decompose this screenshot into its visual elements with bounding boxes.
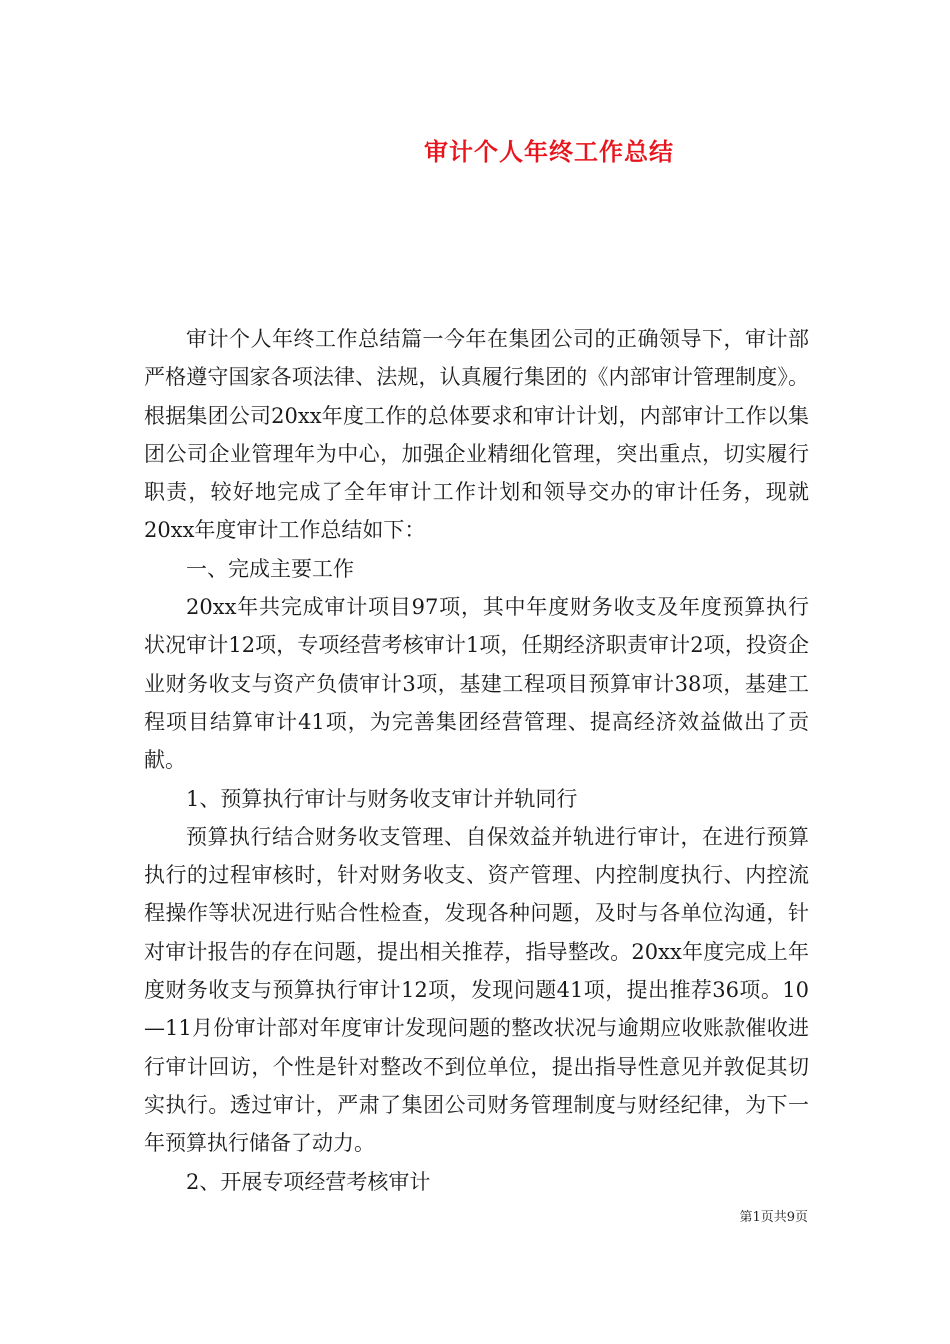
paragraph-intro: 审计个人年终工作总结篇一今年在集团公司的正确领导下，审计部严格遵守国家各项法律、法规，认真履行集团的《内部审计管理制度》。根据集团公司20xx年度工作的总体要求和审计计划，内部审计工作以集团公司企业管理年为中心，加强企业精细化管理，突出重点，切实履行职责，较好地完成了全年审计工作计划和领导交办的审计任务，现就20xx年度审计工作总结如下： (144, 327, 809, 543)
paragraph-budget-audit: 预算执行结合财务收支管理、自保效益并轨进行审计，在进行预算执行的过程审核时，针对财务收支、资产管理、内控制度执行、内控流程操作等状况进行贴合性检查，发现各种问题，及时与各单位沟通，针对审计报告的存在问题，提出相关推荐，指导整改。20xx年度完成上年度财务收支与预算执行审计12项，发现问题41项，提出推荐36项。10—11月份审计部对年度审计发现问题的整改状况与逾期应收账款催收进行审计回访，个性是针对整改不到位单位，提出指导性意见并敦促其切实执行。透过审计，严肃了集团公司财务管理制度与财经纪律，为下一年预算执行储备了动力。 (144, 824, 809, 1156)
document-title: 审计个人年终工作总结 (424, 138, 674, 166)
section-heading-main-work: 一、完成主要工作 (186, 556, 354, 581)
document-body (144, 320, 809, 1201)
subheading-special-audit: 2、开展专项经营考核审计 (186, 1169, 431, 1194)
paragraph-project-summary: 20xx年共完成审计项目97项，其中年度财务收支及年度预算执行状况审计12项，专项经营考核审计1项，任期经济职责审计2项，投资企业财务收支与资产负债审计3项，基建工程项目预算审计38项，基建工程项目结算审计41项，为完善集团经营管理、提高经济效益做出了贡献。 (144, 595, 809, 773)
page-number-footer: 第1页共9页 (739, 1210, 808, 1225)
subheading-budget-audit: 1、预算执行审计与财务收支审计并轨同行 (186, 786, 578, 811)
